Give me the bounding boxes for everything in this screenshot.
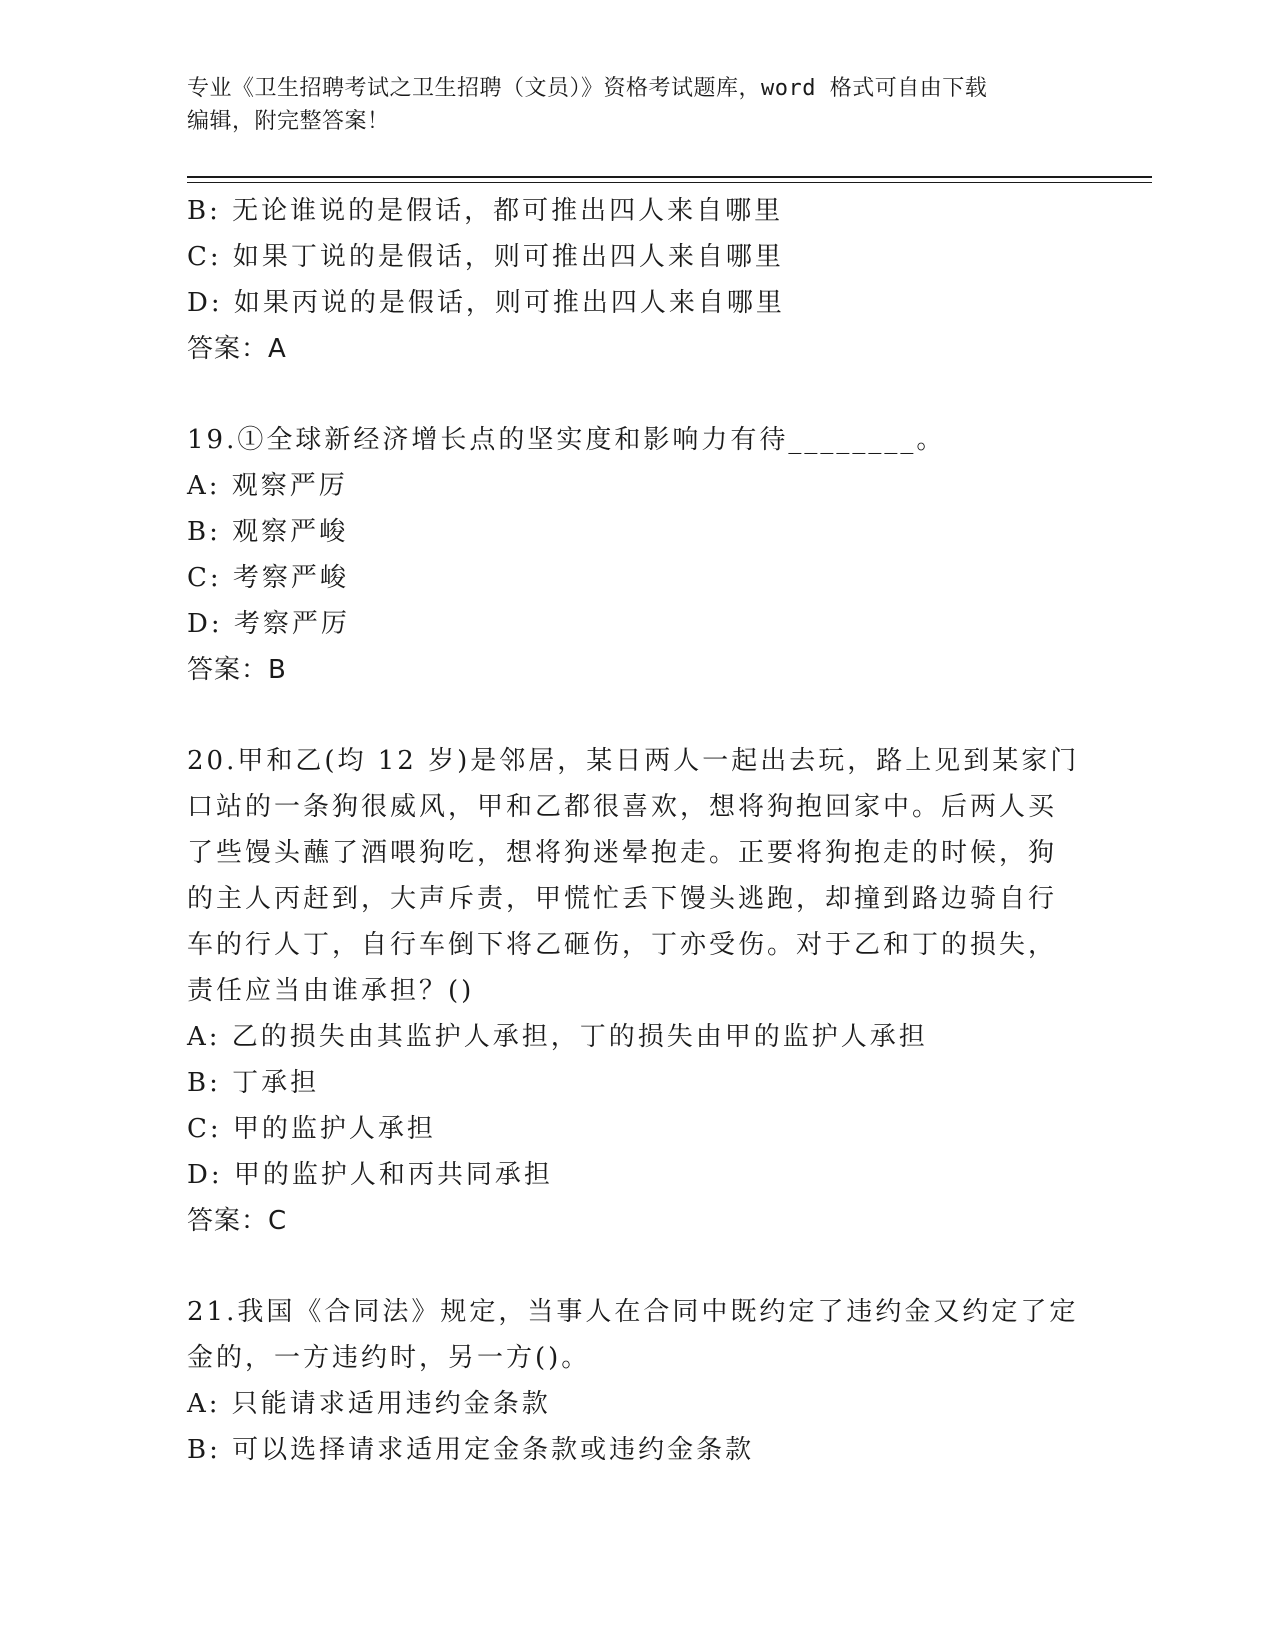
header-divider-thin <box>187 182 1152 183</box>
q21-option-b: B: 可以选择请求适用定金条款或违约金条款 <box>187 1435 755 1465</box>
q21-option-a: A: 只能请求适用违约金条款 <box>187 1389 551 1419</box>
question-content <box>187 188 1087 1473</box>
q20-stem-line: 了些馒头蘸了酒喂狗吃，想将狗迷晕抱走。正要将狗抱走的时候，狗 <box>187 838 1058 868</box>
q19-option-b: B: 观察严峻 <box>187 517 349 547</box>
q20-answer: 答案：C <box>187 1206 288 1236</box>
q18-answer: 答案：A <box>187 334 287 364</box>
q20-stem-line: 20.甲和乙(均 12 岁)是邻居，某日两人一起出去玩，路上见到某家门 <box>187 746 1080 776</box>
q20-stem-line: 车的行人丁，自行车倒下将乙砸伤，丁亦受伤。对于乙和丁的损失， <box>187 930 1058 960</box>
q20-option-c: C: 甲的监护人承担 <box>187 1114 436 1144</box>
q18-option-d: D: 如果丙说的是假话，则可推出四人来自哪里 <box>187 288 785 318</box>
question-21 <box>187 1289 1087 1473</box>
q21-stem-line: 金的，一方违约时，另一方()。 <box>187 1343 591 1373</box>
q19-option-c: C: 考察严峻 <box>187 563 349 593</box>
q19-answer: 答案：B <box>187 655 287 685</box>
q21-stem-line: 21.我国《合同法》规定，当事人在合同中既约定了违约金又约定了定 <box>187 1297 1079 1327</box>
question-18-tail <box>187 188 1087 372</box>
q20-stem-line: 口站的一条狗很威风，甲和乙都很喜欢，想将狗抱回家中。后两人买 <box>187 792 1058 822</box>
q18-option-c: C: 如果丁说的是假话，则可推出四人来自哪里 <box>187 242 784 272</box>
header-line-2: 编辑，附完整答案！ <box>187 109 390 134</box>
q18-option-b: B: 无论谁说的是假话，都可推出四人来自哪里 <box>187 196 784 226</box>
q19-stem: 19.①全球新经济增长点的坚实度和影响力有待________。 <box>187 425 946 455</box>
question-19 <box>187 417 1087 693</box>
question-20 <box>187 738 1087 1244</box>
q19-option-d: D: 考察严厉 <box>187 609 350 639</box>
q19-option-a: A: 观察严厉 <box>187 471 348 501</box>
document-header <box>187 72 1087 138</box>
header-divider-thick <box>187 176 1152 178</box>
q20-stem-line: 的主人丙赶到，大声斥责，甲慌忙丢下馒头逃跑，却撞到路边骑自行 <box>187 884 1058 914</box>
q20-stem-line: 责任应当由谁承担？() <box>187 976 475 1006</box>
header-line-1: 专业《卫生招聘考试之卫生招聘（文员）》资格考试题库，word 格式可自由下载 <box>187 76 988 101</box>
q20-option-a: A: 乙的损失由其监护人承担，丁的损失由甲的监护人承担 <box>187 1022 928 1052</box>
q20-option-b: B: 丁承担 <box>187 1068 320 1098</box>
q20-option-d: D: 甲的监护人和丙共同承担 <box>187 1160 553 1190</box>
